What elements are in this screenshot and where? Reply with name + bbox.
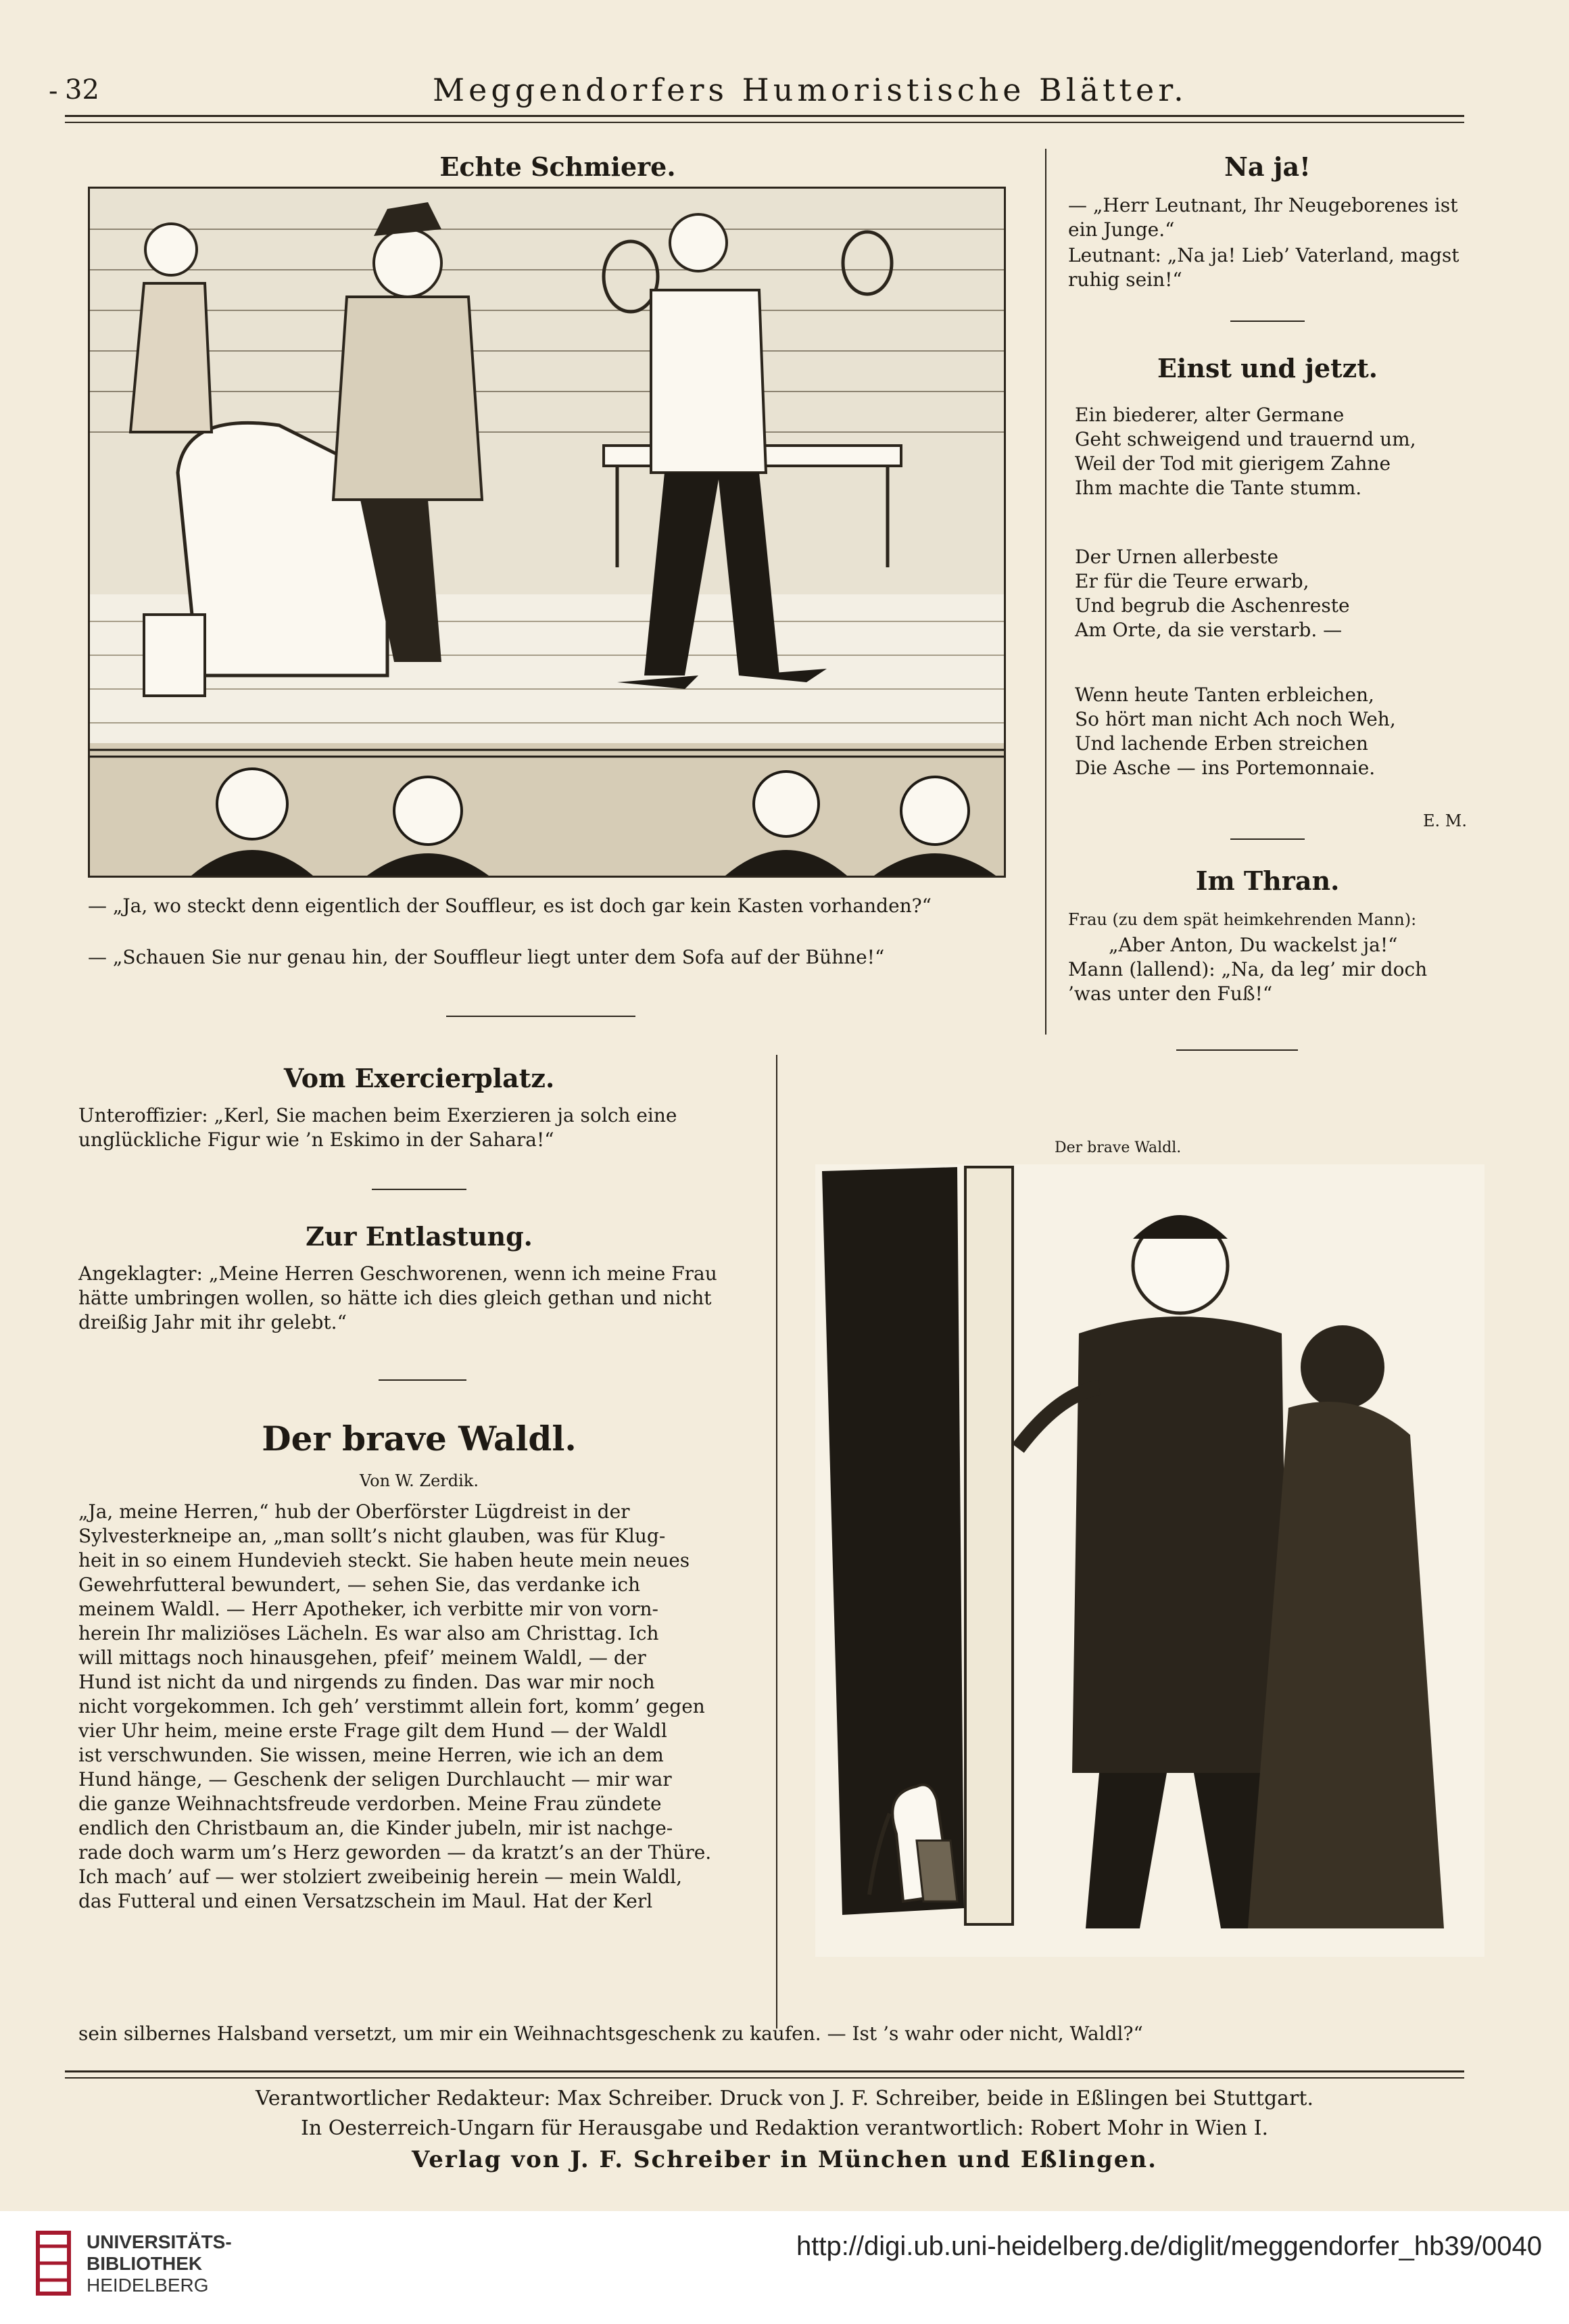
column-divider-lower xyxy=(776,1055,777,2029)
running-title: Meggendorfers Humoristische Blätter. xyxy=(433,72,1188,108)
header-rule-top xyxy=(65,115,1464,117)
waldl-drawing xyxy=(815,1164,1484,1957)
waldl-text xyxy=(78,1500,761,1914)
einst-verse: Der Urnen allerbeste xyxy=(1075,546,1279,568)
waldl-line: Ich mach’ auf — wer stolziert zweibeinig herein — mein Waldl, xyxy=(78,1866,683,1888)
naja-line-1: — „Herr Leutnant, Ihr Neugeborenes ist ein Junge.“ xyxy=(1068,194,1458,241)
einst-verse: Weil der Tod mit gierigem Zahne xyxy=(1075,452,1391,475)
echte-caption-1: — „Ja, wo steckt denn eigentlich der Souffleur, es ist doch gar kein Kasten vorhanden?“ xyxy=(88,895,932,917)
exercier-separator xyxy=(372,1189,466,1190)
waldl-line: meinem Waldl. — Herr Apotheker, ich verbitte mir von vorn- xyxy=(78,1598,659,1620)
einst-title: Einst und jetzt. xyxy=(1157,353,1378,383)
page-number-dash: - xyxy=(49,76,58,107)
footer-line-3: Verlag von J. F. Schreiber in München und Eßlingen. xyxy=(412,2146,1157,2173)
entlastung-title: Zur Entlastung. xyxy=(306,1221,533,1252)
footer-rule-top xyxy=(65,2070,1464,2072)
waldl-illus-caption: Der brave Waldl. xyxy=(1055,1139,1182,1156)
naja-title: Na ja! xyxy=(1224,151,1311,182)
library-name xyxy=(87,2231,232,2296)
waldl-line: rade doch warm um’s Herz geworden — da kratzt’s an der Thüre. xyxy=(78,1841,712,1864)
waldl-line: will mittags noch hinausgehen, pfeif’ meinem Waldl, — der xyxy=(78,1646,646,1669)
library-name-line: UNIVERSITÄTS- xyxy=(87,2231,232,2252)
waldl-line: herein Ihr maliziöses Lächeln. Es war also am Christtag. Ich xyxy=(78,1622,659,1644)
einst-verse: Ihm machte die Tante stumm. xyxy=(1075,477,1362,499)
column-divider-upper xyxy=(1045,149,1046,1035)
waldl-line: die ganze Weihnachtsfreude verdorben. Meine Frau zündete xyxy=(78,1793,662,1815)
source-url-link[interactable]: http://digi.ub.uni-heidelberg.de/diglit/meggendorfer_hb39/0040 xyxy=(796,2231,1542,2261)
waldl-line: Hund ist nicht da und nirgends zu finden. Das war mir noch xyxy=(78,1671,655,1693)
waldl-last-line: sein silbernes Halsband versetzt, um mir ein Weihnachtsgeschenk zu kaufen. — Ist ’s wahr oder nicht, Waldl?“ xyxy=(78,2022,1143,2045)
thran-title: Im Thran. xyxy=(1195,865,1340,896)
naja-separator xyxy=(1230,321,1305,322)
waldl-line: Sylvesterkneipe an, „man sollt’s nicht glauben, was für Klug- xyxy=(78,1525,666,1547)
library-name-line: BIBLIOTHEK xyxy=(87,2253,203,2274)
einst-verse: Die Asche — ins Portemonnaie. xyxy=(1075,757,1376,779)
stage-drawing xyxy=(90,189,1004,876)
footer-line-2: In Oesterreich-Ungarn für Herausgabe und Redaktion verantwortlich: Robert Mohr in Wien I. xyxy=(300,2116,1269,2140)
echte-separator xyxy=(446,1016,635,1017)
einst-verse: Und lachende Erben streichen xyxy=(1075,732,1368,755)
einst-stanza-1 xyxy=(1075,403,1467,500)
footer-rule-bottom xyxy=(65,2077,1464,2079)
waldl-line: ist verschwunden. Sie wissen, meine Herren, wie ich an dem xyxy=(78,1744,664,1766)
einst-stanza-2 xyxy=(1075,545,1467,642)
header-rule-bottom xyxy=(65,122,1464,123)
exercier-text: Unteroffizier: „Kerl, Sie machen beim Exerzieren ja solch eine unglückliche Figur wie ’n Eskimo in der Sahara!“ xyxy=(78,1104,677,1151)
einst-verse: So hört man nicht Ach noch Weh, xyxy=(1075,708,1396,730)
waldl-line: das Futteral und einen Versatzschein im Maul. Hat der Kerl xyxy=(78,1890,653,1912)
einst-signature: E. M. xyxy=(1423,811,1467,830)
einst-verse: Ein biederer, alter Germane xyxy=(1075,404,1345,426)
naja-line-2: Leutnant: „Na ja! Lieb’ Vaterland, magst ruhig sein!“ xyxy=(1068,244,1459,291)
einst-verse: Am Orte, da sie verstarb. — xyxy=(1075,619,1343,641)
echte-title: Echte Schmiere. xyxy=(439,151,676,182)
stage-illustration xyxy=(88,187,1006,878)
waldl-illustration xyxy=(815,1164,1484,1957)
waldl-line: „Ja, meine Herren,“ hub der Oberförster Lügdreist in der xyxy=(78,1500,630,1523)
einst-verse: Wenn heute Tanten erbleichen, xyxy=(1075,684,1374,706)
footer-line-1: Verantwortlicher Redakteur: Max Schreiber. Druck von J. F. Schreiber, beide in Eßlingen bei Stuttgart. xyxy=(255,2087,1313,2110)
exercier-title: Vom Exercierplatz. xyxy=(283,1063,555,1093)
entlastung-separator xyxy=(379,1379,466,1381)
waldl-line: Hund hänge, — Geschenk der seligen Durchlaucht — mir war xyxy=(78,1768,672,1791)
einst-separator xyxy=(1230,838,1305,840)
library-logo-icon xyxy=(32,2226,74,2300)
echte-caption-2: — „Schauen Sie nur genau hin, der Souffleur liegt unter dem Sofa auf der Bühne!“ xyxy=(88,946,885,968)
einst-verse: Er für die Teure erwarb, xyxy=(1075,570,1309,592)
waldl-line: heit in so einem Hundevieh steckt. Sie haben heute mein neues xyxy=(78,1549,690,1571)
thran-line-3: Mann (lallend): „Na, da leg’ mir doch ’was unter den Fuß!“ xyxy=(1068,958,1428,1005)
thran-line-1: Frau (zu dem spät heimkehrenden Mann): xyxy=(1068,910,1417,929)
einst-stanza-3 xyxy=(1075,683,1467,780)
library-name-line: HEIDELBERG xyxy=(87,2275,209,2296)
library-strip xyxy=(0,2211,1569,2324)
waldl-line: endlich den Christbaum an, die Kinder jubeln, mir ist nachge- xyxy=(78,1817,673,1839)
waldl-line: Gewehrfutteral bewundert, — sehen Sie, das verdanke ich xyxy=(78,1573,641,1596)
thran-separator xyxy=(1176,1049,1298,1051)
thran-line-2: „Aber Anton, Du wackelst ja!“ xyxy=(1109,934,1398,956)
waldl-line: nicht vorgekommen. Ich geh’ verstimmt allein fort, komm’ gegen xyxy=(78,1695,705,1717)
entlastung-text: Angeklagter: „Meine Herren Geschworenen, wenn ich meine Frau hätte umbringen wollen, so hätte ich dies gleich gethan und nicht dreißig Jahr mit ihr gelebt.“ xyxy=(78,1262,717,1333)
waldl-line: vier Uhr heim, meine erste Frage gilt dem Hund — der Waldl xyxy=(78,1720,667,1742)
einst-verse: Geht schweigend und trauernd um, xyxy=(1075,428,1416,450)
page-number: 32 xyxy=(65,74,99,105)
waldl-byline: Von W. Zerdik. xyxy=(360,1471,479,1490)
waldl-title: Der brave Waldl. xyxy=(262,1419,577,1459)
einst-verse: Und begrub die Aschenreste xyxy=(1075,594,1350,617)
